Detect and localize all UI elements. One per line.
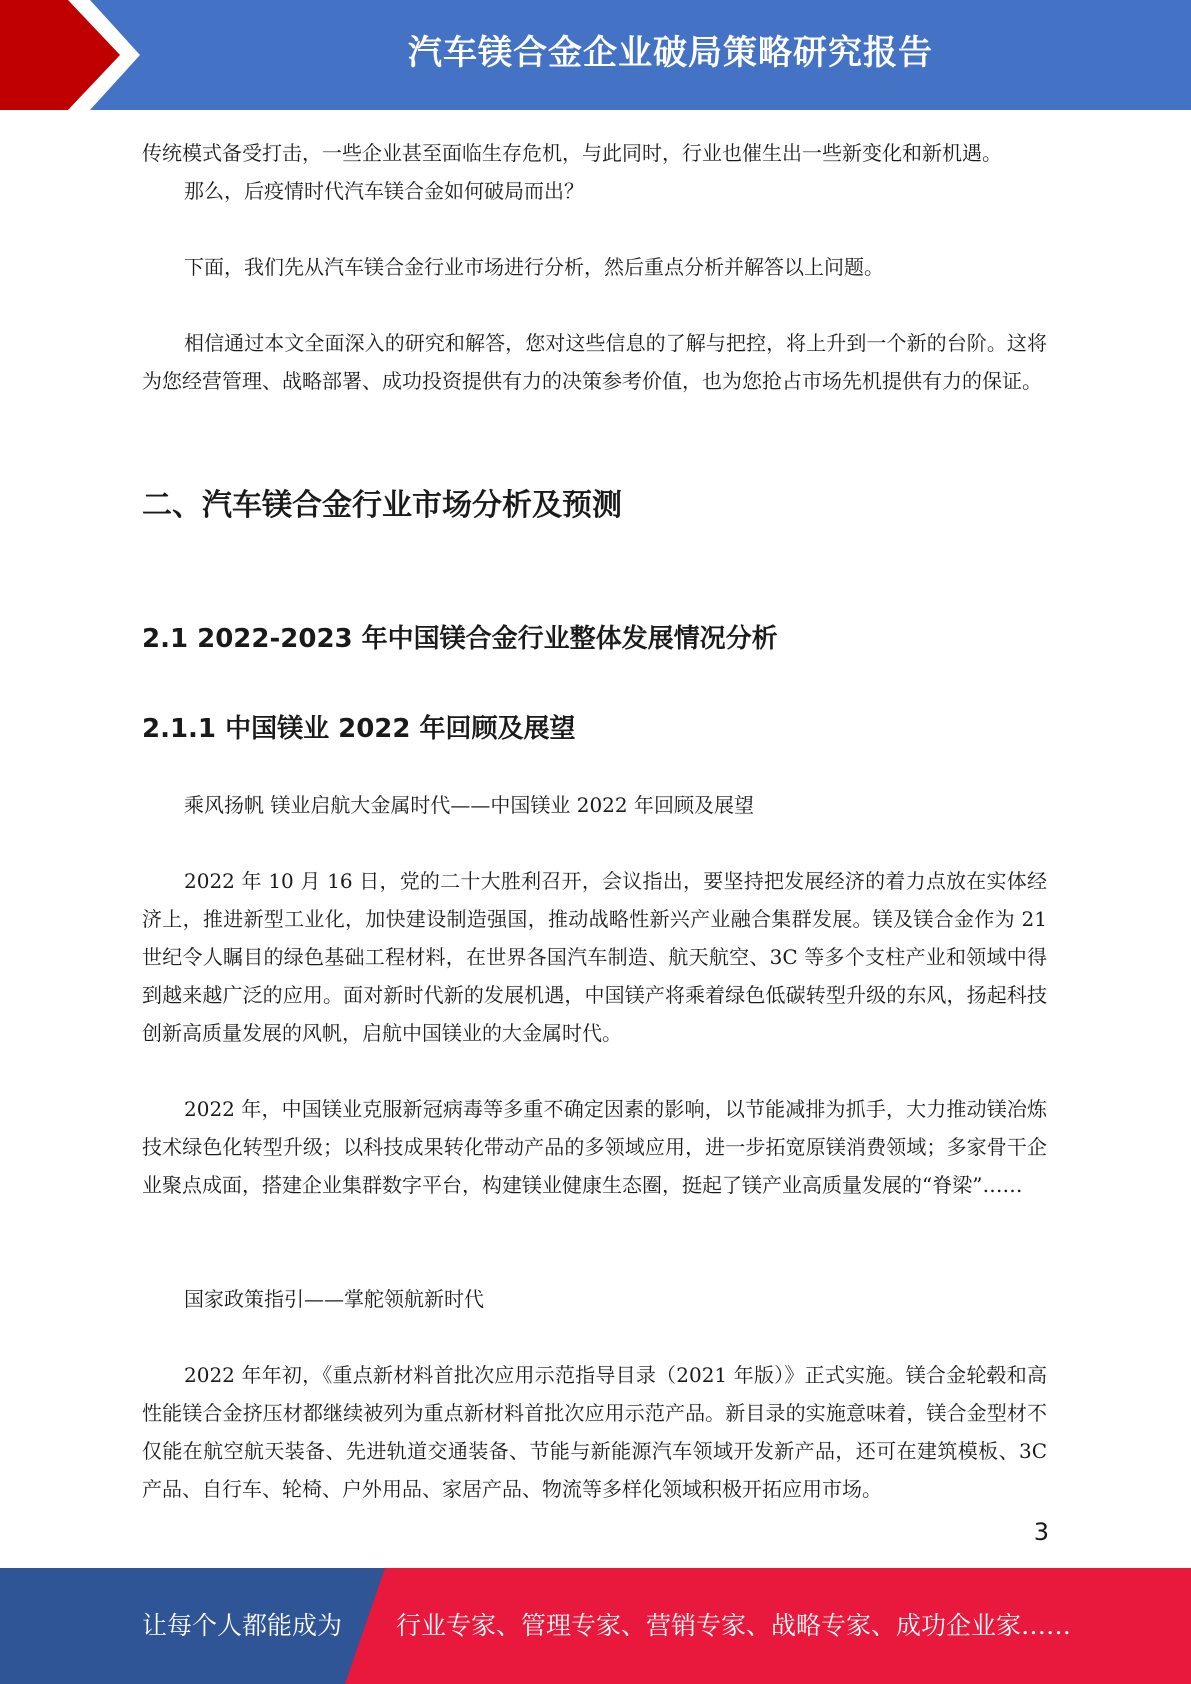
intro-paragraph-1: 传统模式备受打击，一些企业甚至面临生存危机，与此同时，行业也催生出一些新变化和新机遇。 bbox=[142, 141, 1002, 165]
body-block-4 bbox=[142, 1280, 1047, 1318]
footer-slogan-left: 让每个人都能成为 bbox=[142, 1611, 343, 1640]
body-block-1 bbox=[142, 786, 1047, 824]
body-block-2 bbox=[142, 862, 1047, 1052]
intro-paragraph-4: 相信通过本文全面深入的研究和解答，您对这些信息的了解与把控，将上升到一个新的台阶。这将为您经营管理、战略部署、成功投资提供有力的决策参考价值，也为您抢占市场先机提供有力的保证。 bbox=[142, 331, 1047, 393]
body-block-5 bbox=[142, 1356, 1047, 1508]
page-header bbox=[0, 0, 1191, 110]
intro-paragraph-2: 那么，后疫情时代汽车镁合金如何破局而出？ bbox=[184, 179, 584, 203]
subsection-heading: 2.1 2022-2023 年中国镁合金行业整体发展情况分析 bbox=[142, 624, 778, 654]
intro-block bbox=[142, 134, 1047, 210]
body-block-3 bbox=[142, 1090, 1047, 1204]
intro-block-2 bbox=[142, 248, 1047, 286]
body-paragraph-2: 2022 年 10 月 16 日，党的二十大胜利召开，会议指出，要坚持把发展经济的着力点放在实体经济上，推进新型工业化，加快建设制造强国，推动战略性新兴产业融合集群发展。镁及镁合金作为 21 世纪令人瞩目的绿色基础工程材料，在世界各国汽车制造、航天航空、3C 等多个支柱产业和领域中得到越来越广泛的应用。面对新时代新的发展机遇，中国镁产将乘着绿色低碳转型升级的东风，扬起科技创新高质量发展的风帆，启航中国镁业的大金属时代。 bbox=[142, 869, 1047, 1045]
body-paragraph-1: 乘风扬帆 镁业启航大金属时代——中国镁业 2022 年回顾及展望 bbox=[184, 793, 754, 817]
section-heading: 二、汽车镁合金行业市场分析及预测 bbox=[142, 488, 622, 523]
body-paragraph-5: 2022 年年初，《重点新材料首批次应用示范指导目录（2021 年版）》正式实施。镁合金轮毂和高性能镁合金挤压材都继续被列为重点新材料首批次应用示范产品。新目录的实施意味着，镁合金型材不仅能在航空航天装备、先进轨道交通装备、节能与新能源汽车领域开发新产品，还可在建筑模板、3C 产品、自行车、轮椅、户外用品、家居产品、物流等多样化领域积极开拓应用市场。 bbox=[142, 1363, 1047, 1501]
intro-block-3 bbox=[142, 324, 1047, 400]
body-paragraph-3: 2022 年，中国镁业克服新冠病毒等多重不确定因素的影响，以节能减排为抓手，大力推动镁冶炼技术绿色化转型升级；以科技成果转化带动产品的多领域应用，进一步拓宽原镁消费领域；多家骨干企业聚点成面，搭建企业集群数字平台，构建镁业健康生态圈，挺起了镁产业高质量发展的“脊梁”…… bbox=[142, 1097, 1047, 1197]
header-arrow-decoration bbox=[0, 0, 160, 110]
body-paragraph-4: 国家政策指引——掌舵领航新时代 bbox=[184, 1287, 484, 1311]
page-footer bbox=[0, 1568, 1191, 1684]
report-title: 汽车镁合金企业破局策略研究报告 bbox=[408, 33, 933, 73]
subsubsection-heading: 2.1.1 中国镁业 2022 年回顾及展望 bbox=[142, 714, 576, 744]
footer-slogan-right: 行业专家、管理专家、营销专家、战略专家、成功企业家…… bbox=[396, 1611, 1072, 1640]
page-number: 3 bbox=[1033, 1518, 1049, 1546]
intro-paragraph-3: 下面，我们先从汽车镁合金行业市场进行分析，然后重点分析并解答以上问题。 bbox=[184, 255, 884, 279]
